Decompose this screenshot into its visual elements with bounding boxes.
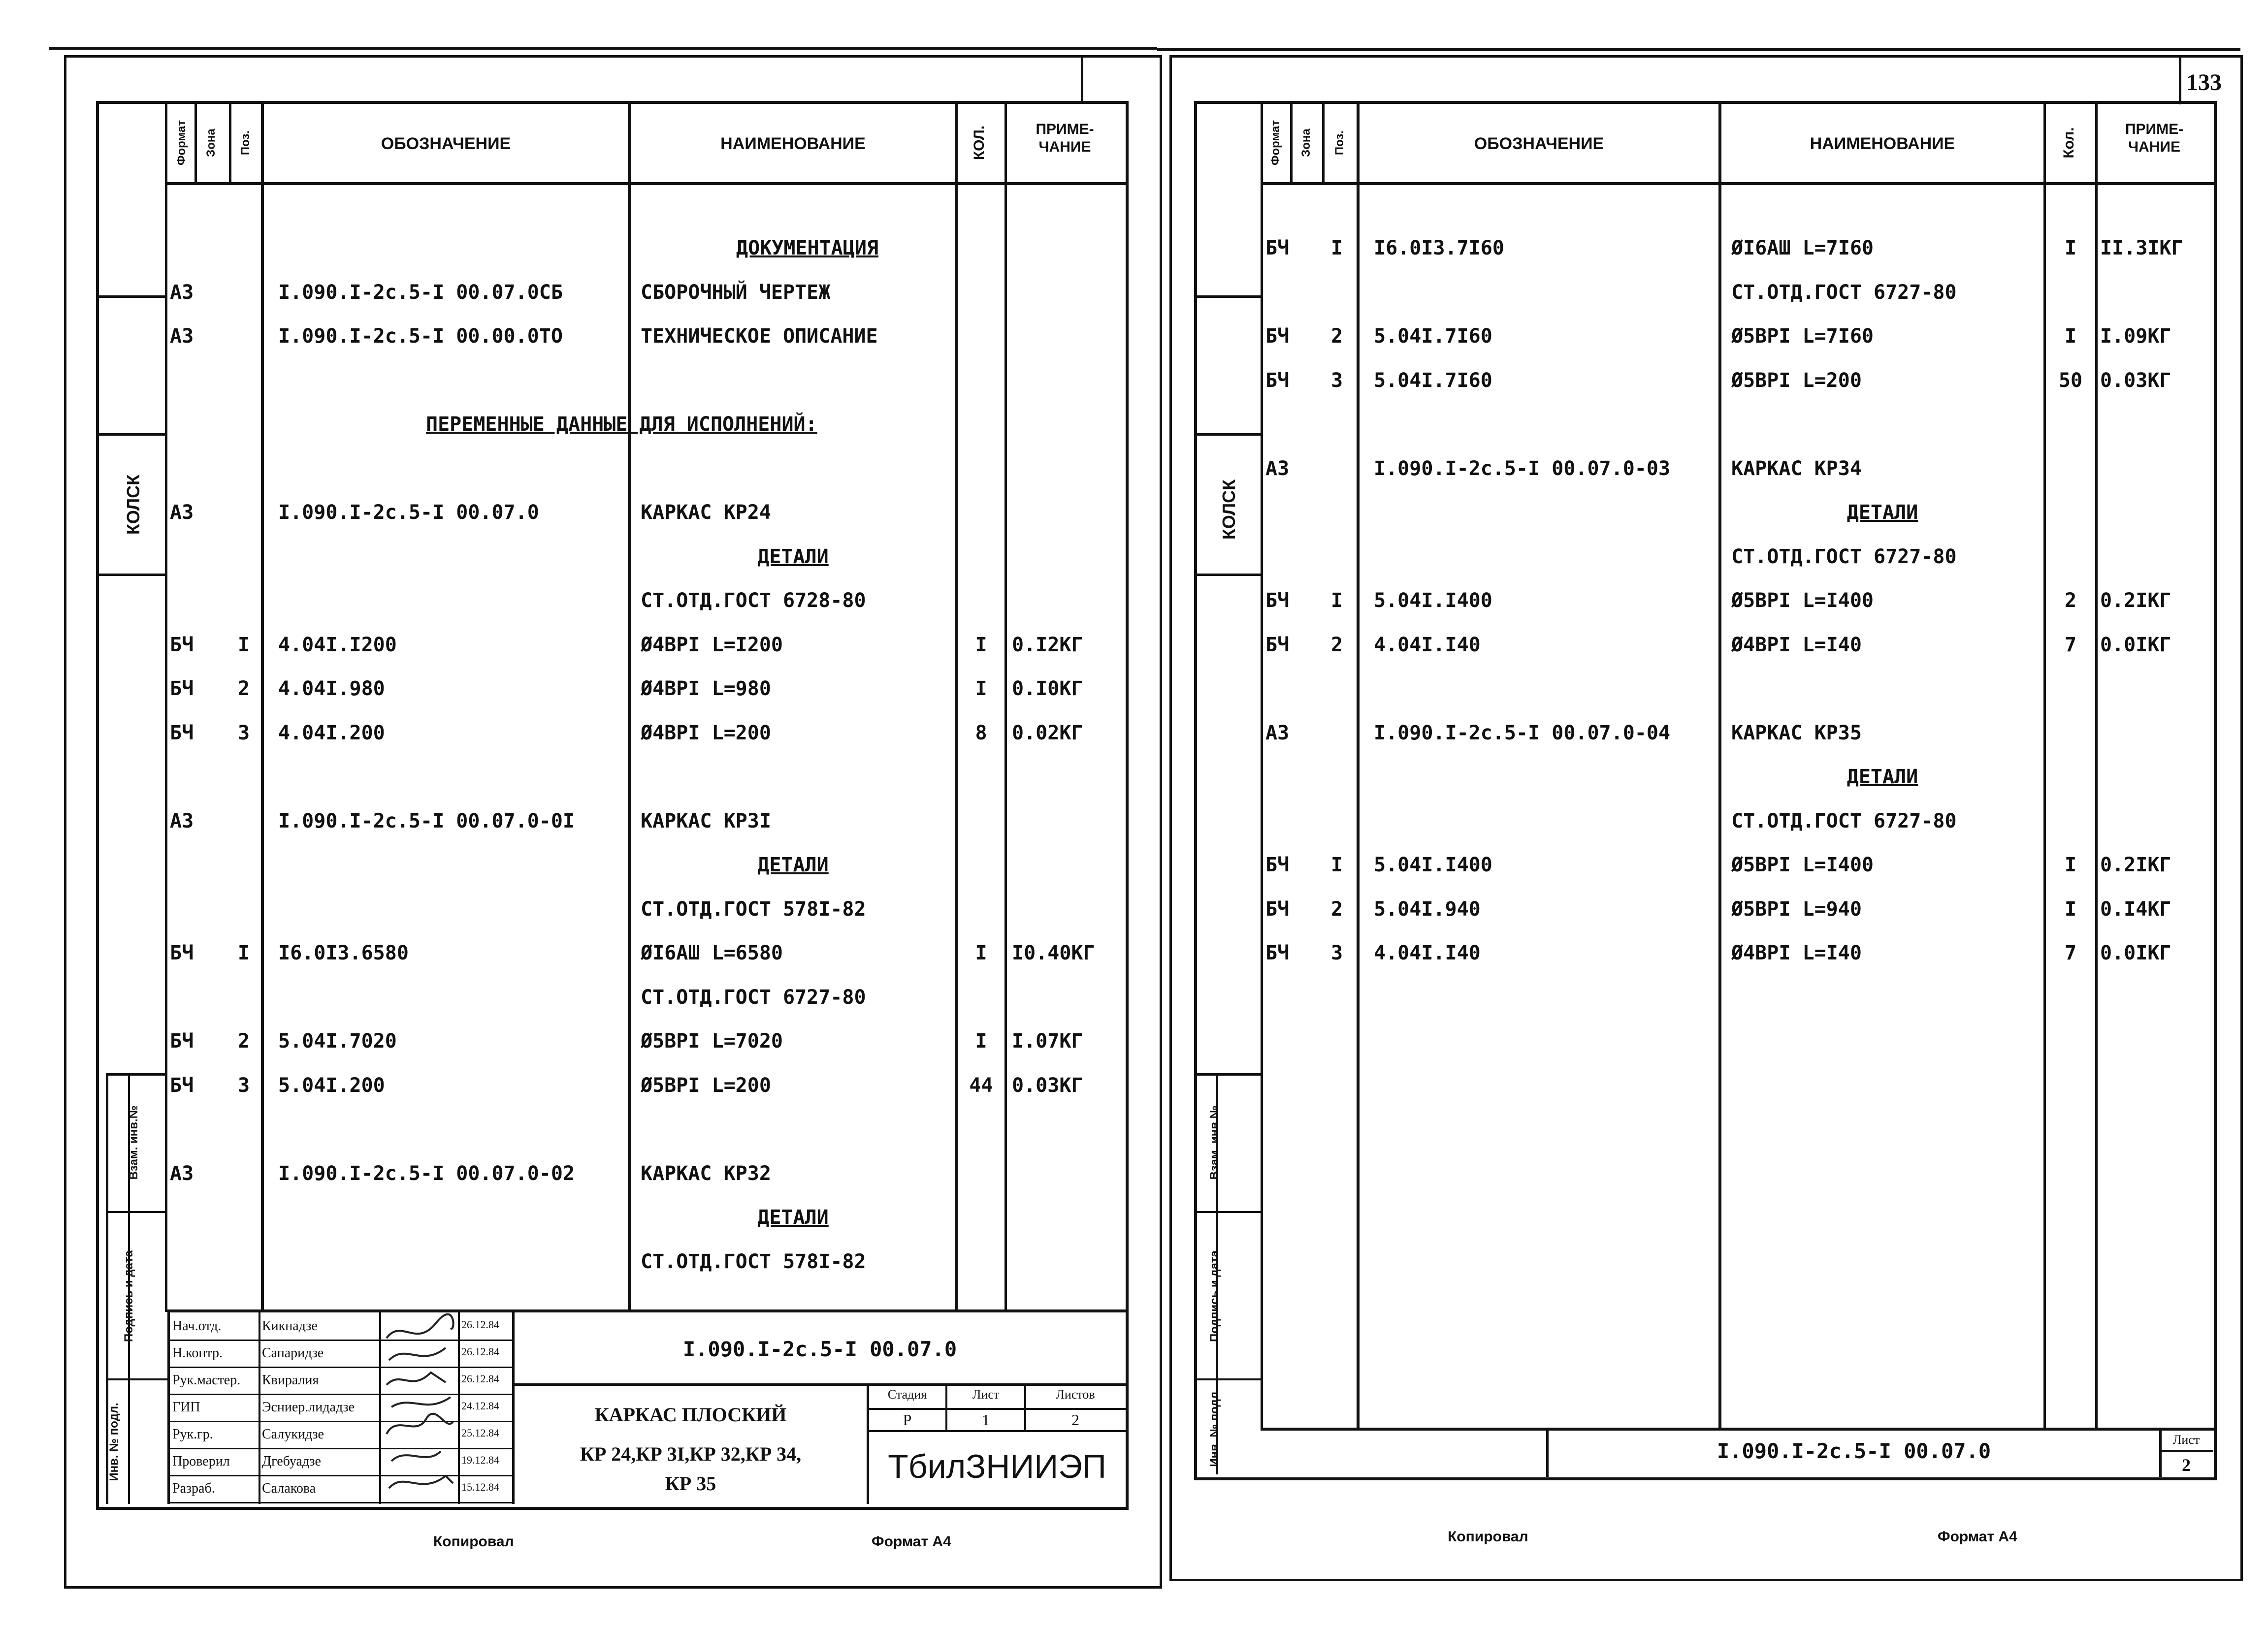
left-stamp-role: Рук.гр. xyxy=(172,1427,213,1442)
right-vlabel-3: Инв. № подл. xyxy=(1208,1388,1221,1467)
right-row-qty: 50 xyxy=(2058,369,2083,392)
right-row-name: Ø5ВРI L=200 xyxy=(1731,369,1862,392)
right-header-qty: Кол. xyxy=(2061,127,2077,159)
right-row-note: 0.I4КГ xyxy=(2100,897,2171,921)
left-header-note: ПРИМЕ- ЧАНИЕ xyxy=(1036,121,1094,155)
right-row-pos: 2 xyxy=(1330,325,1343,348)
right-row-des: I6.0I3.7I60 xyxy=(1374,237,1504,259)
left-stamp-name: Эсниер.лидадзе xyxy=(262,1400,355,1415)
right-row-note: 0.2IКГ xyxy=(2100,589,2171,612)
right-footer-copied: Копировал xyxy=(1448,1529,1528,1545)
right-stamp-code: I.090.I-2с.5-I 00.07.0 xyxy=(1717,1439,1991,1463)
right-row-fmt: БЧ xyxy=(1265,897,1290,921)
left-row-name: ДЕТАЛИ xyxy=(757,545,829,568)
left-row-note: 0.I0КГ xyxy=(1012,677,1083,700)
right-row-qty: 2 xyxy=(2064,589,2077,612)
right-vlabel-1: Взам. инв.№ xyxy=(1208,1105,1221,1180)
right-row-des: 4.04I.I40 xyxy=(1374,633,1481,656)
right-row-name: СТ.ОТД.ГОСТ 6727-80 xyxy=(1731,281,1957,304)
right-row-note: 0.03КГ xyxy=(2100,369,2171,392)
left-row-name: КАРКАС КР24 xyxy=(641,501,771,524)
left-row-fmt: БЧ xyxy=(170,677,194,700)
right-row-pos: 2 xyxy=(1330,633,1343,656)
left-stamp-role: Разраб. xyxy=(172,1481,215,1496)
right-row-name: Ø5ВРI L=940 xyxy=(1731,897,1862,921)
left-row-name: Ø4ВРI L=200 xyxy=(641,721,771,744)
left-row-pos: 2 xyxy=(237,1030,250,1053)
right-row-qty: I xyxy=(2064,854,2077,876)
left-stamp-date: 26.12.84 xyxy=(461,1373,499,1385)
left-header-designation: ОБОЗНАЧЕНИЕ xyxy=(381,134,511,153)
right-header-designation: ОБОЗНАЧЕНИЕ xyxy=(1474,134,1604,153)
right-header-format: Формат xyxy=(1269,120,1282,166)
left-stamp-sheet-label: Лист xyxy=(972,1387,1000,1402)
left-vlabel-2: Подпись и дата xyxy=(122,1250,135,1342)
right-row-name: КАРКАС КР35 xyxy=(1731,721,1862,744)
left-row-pos: 3 xyxy=(237,1074,250,1097)
right-row-fmt: БЧ xyxy=(1265,942,1290,964)
right-row-fmt: БЧ xyxy=(1265,854,1290,876)
left-row-fmt: А3 xyxy=(170,1162,194,1185)
left-row-name: Ø4ВРI L=980 xyxy=(641,677,771,700)
left-row-fmt: БЧ xyxy=(170,942,194,964)
left-row-name: СТ.ОТД.ГОСТ 6728-80 xyxy=(641,589,866,612)
right-row-qty: I xyxy=(2064,237,2077,259)
right-row-name: Ø5ВРI L=I400 xyxy=(1731,854,1874,876)
left-row-qty: 44 xyxy=(969,1074,993,1097)
left-footer-copied: Копировал xyxy=(433,1533,514,1550)
left-row-fmt: А3 xyxy=(170,281,194,304)
left-sheet-top-edge xyxy=(49,47,1157,50)
right-row-fmt: БЧ xyxy=(1265,237,1290,259)
left-stamp-name: Дгебуадзе xyxy=(262,1454,321,1469)
left-row-des: I6.0I3.6580 xyxy=(278,942,409,964)
left-row-des: 4.04I.980 xyxy=(278,677,385,700)
left-row-des: 4.04I.200 xyxy=(278,721,385,744)
left-stamp-sheets-label: Листов xyxy=(1056,1387,1095,1402)
left-row-note: 0.02КГ xyxy=(1012,721,1083,744)
left-header-zone: Зона xyxy=(204,128,218,157)
right-header-pos: Поз. xyxy=(1333,130,1346,156)
right-row-fmt: БЧ xyxy=(1265,325,1290,348)
left-row-fmt: БЧ xyxy=(170,721,194,744)
right-row-fmt: БЧ xyxy=(1265,633,1290,656)
right-row-note: II.3IКГ xyxy=(2100,237,2183,259)
left-stamp-name: Сапаридзе xyxy=(262,1345,324,1361)
left-header-qty: КОЛ. xyxy=(971,125,987,160)
right-side-label: КОЛСК xyxy=(1219,479,1239,540)
left-row-fmt: БЧ xyxy=(170,1074,194,1097)
left-row-des: 4.04I.I200 xyxy=(278,633,397,656)
left-stamp-code: I.090.I-2с.5-I 00.07.0 xyxy=(682,1337,957,1361)
left-stamp-title-3: КР 35 xyxy=(665,1472,716,1495)
right-row-name: Ø5ВРI L=I400 xyxy=(1731,589,1874,612)
right-row-des: 5.04I.7I60 xyxy=(1374,325,1492,348)
right-stamp-sheet: 2 xyxy=(2182,1455,2191,1475)
right-row-des: 4.04I.I40 xyxy=(1374,942,1481,964)
right-row-note: 0.0IКГ xyxy=(2100,633,2171,656)
left-row-des: I.090.I-2с.5-I 00.07.0 xyxy=(278,501,539,524)
left-stamp-sheet: 1 xyxy=(982,1411,990,1429)
right-row-des: 5.04I.I400 xyxy=(1374,589,1492,612)
right-row-pos: 3 xyxy=(1330,369,1343,392)
left-row-fmt: А3 xyxy=(170,325,194,348)
left-stamp-date: 26.12.84 xyxy=(461,1345,499,1358)
left-variable-data-heading: ПЕРЕМЕННЫЕ ДАННЫЕ ДЛЯ ИСПОЛНЕНИЙ: xyxy=(426,413,817,436)
left-row-qty: I xyxy=(975,1030,987,1053)
left-row-fmt: БЧ xyxy=(170,633,194,656)
right-row-qty: I xyxy=(2064,325,2077,348)
left-table-frame xyxy=(96,101,1129,1510)
left-stamp-name: Салукидзе xyxy=(262,1427,324,1442)
left-row-pos: 2 xyxy=(237,677,250,700)
left-row-qty: I xyxy=(975,633,987,656)
right-row-des: I.090.I-2с.5-I 00.07.0-04 xyxy=(1374,721,1671,744)
left-stamp-title-1: КАРКАС ПЛОСКИЙ xyxy=(594,1404,787,1426)
left-stamp-date: 25.12.84 xyxy=(461,1427,499,1439)
right-row-qty: 7 xyxy=(2064,942,2077,964)
right-row-pos: I xyxy=(1330,589,1343,612)
left-row-name: КАРКАС КР3I xyxy=(641,809,771,832)
left-row-note: 0.03КГ xyxy=(1012,1074,1083,1097)
right-row-name: Ø4ВРI L=I40 xyxy=(1731,633,1862,656)
left-stamp-signatures xyxy=(382,1313,458,1503)
left-stamp-sheets: 2 xyxy=(1071,1411,1079,1429)
left-side-label: КОЛСК xyxy=(123,474,143,535)
left-row-name: СТ.ОТД.ГОСТ 578I-82 xyxy=(641,897,866,921)
right-row-pos: 2 xyxy=(1330,897,1343,921)
right-row-des: I.090.I-2с.5-I 00.07.0-03 xyxy=(1374,457,1671,480)
left-row-name: ТЕХНИЧЕСКОЕ ОПИСАНИЕ xyxy=(641,325,878,348)
left-row-note: I.07КГ xyxy=(1012,1030,1083,1053)
right-row-note: I.09КГ xyxy=(2100,325,2171,348)
left-stamp-org: ТбилЗНИИЭП xyxy=(888,1448,1106,1485)
left-stamp-date: 15.12.84 xyxy=(461,1481,499,1493)
left-row-des: 5.04I.7020 xyxy=(278,1030,397,1053)
left-row-fmt: А3 xyxy=(170,809,194,832)
left-row-name: ДОКУМЕНТАЦИЯ xyxy=(736,237,878,259)
left-vlabel-3: Инв. № подл. xyxy=(107,1403,121,1481)
right-row-name: ØI6АШ L=7I60 xyxy=(1731,237,1874,259)
left-row-name: ДЕТАЛИ xyxy=(757,854,829,876)
right-row-fmt: БЧ xyxy=(1265,589,1290,612)
right-row-pos: I xyxy=(1330,237,1343,259)
left-row-pos: 3 xyxy=(237,721,250,744)
left-stamp-stage: Р xyxy=(903,1411,912,1429)
left-row-name: ØI6АШ L=6580 xyxy=(641,942,783,964)
left-row-des: I.090.I-2с.5-I 00.07.0-02 xyxy=(278,1162,575,1185)
left-row-name: СТ.ОТД.ГОСТ 6727-80 xyxy=(641,986,866,1009)
left-row-fmt: БЧ xyxy=(170,1030,194,1053)
right-row-name: СТ.ОТД.ГОСТ 6727-80 xyxy=(1731,809,1957,832)
left-stamp-name: Салакова xyxy=(262,1481,316,1496)
right-header-note: ПРИМЕ- ЧАНИЕ xyxy=(2125,121,2184,155)
left-row-des: I.090.I-2с.5-I 00.00.0ТО xyxy=(278,325,563,348)
left-stamp-date: 24.12.84 xyxy=(461,1400,499,1412)
left-header-pos: Поз. xyxy=(239,130,252,156)
left-stamp-title-2: КР 24,КР 3I,КР 32,КР 34, xyxy=(580,1443,802,1465)
left-row-name: Ø5ВРI L=200 xyxy=(641,1074,771,1097)
right-row-pos: 3 xyxy=(1330,942,1343,964)
left-stamp-role: ГИП xyxy=(172,1400,200,1415)
left-row-name: Ø4ВРI L=I200 xyxy=(641,633,783,656)
left-row-pos: I xyxy=(237,942,250,964)
left-row-pos: I xyxy=(237,633,250,656)
left-stamp-name: Квиралия xyxy=(262,1373,319,1388)
right-row-fmt: А3 xyxy=(1265,457,1290,480)
right-row-des: 5.04I.7I60 xyxy=(1374,369,1492,392)
left-row-fmt: А3 xyxy=(170,501,194,524)
right-header-name: НАИМЕНОВАНИЕ xyxy=(1810,134,1955,153)
left-row-note: I0.40КГ xyxy=(1012,942,1095,964)
right-vlabel-2: Подпись и дата xyxy=(1208,1250,1221,1342)
right-row-name: Ø5ВРI L=7I60 xyxy=(1731,325,1874,348)
left-row-des: I.090.I-2с.5-I 00.07.0-0I xyxy=(278,809,575,832)
right-header-zone: Зона xyxy=(1299,128,1313,157)
left-stamp-role: Проверил xyxy=(172,1454,230,1469)
right-row-fmt: А3 xyxy=(1265,721,1290,744)
right-row-name: КАРКАС КР34 xyxy=(1731,457,1862,480)
page-number: 133 xyxy=(2186,69,2222,96)
left-stamp-date: 26.12.84 xyxy=(461,1318,499,1331)
right-row-fmt: БЧ xyxy=(1265,369,1290,392)
left-row-qty: I xyxy=(975,677,987,700)
right-stamp-sheet-label: Лист xyxy=(2172,1433,2200,1447)
left-row-name: КАРКАС КР32 xyxy=(641,1162,771,1185)
left-row-name: Ø5ВРI L=7020 xyxy=(641,1030,783,1053)
right-row-qty: I xyxy=(2064,897,2077,921)
left-row-des: I.090.I-2с.5-I 00.07.0СБ xyxy=(278,281,563,304)
left-stamp-name: Кикнадзе xyxy=(262,1318,318,1334)
left-row-name: ДЕТАЛИ xyxy=(757,1206,829,1229)
right-row-des: 5.04I.I400 xyxy=(1374,854,1492,876)
right-footer-format: Формат А4 xyxy=(1938,1529,2017,1545)
left-row-qty: I xyxy=(975,942,987,964)
left-row-name: СТ.ОТД.ГОСТ 578I-82 xyxy=(641,1250,866,1273)
left-row-name: СБОРОЧНЫЙ ЧЕРТЕЖ xyxy=(641,281,831,304)
left-header-format: Формат xyxy=(175,120,188,166)
right-row-note: 0.2IКГ xyxy=(2100,854,2171,876)
right-table-frame xyxy=(1194,101,2217,1480)
right-row-note: 0.0IКГ xyxy=(2100,942,2171,964)
left-stamp-date: 19.12.84 xyxy=(461,1454,499,1466)
left-header-name: НАИМЕНОВАНИЕ xyxy=(720,134,866,153)
right-row-name: Ø4ВРI L=I40 xyxy=(1731,942,1862,964)
left-stamp-role: Рук.мастер. xyxy=(172,1373,241,1388)
right-row-name: ДЕТАЛИ xyxy=(1847,766,1918,788)
right-row-qty: 7 xyxy=(2064,633,2077,656)
left-stamp-stage-label: Стадия xyxy=(887,1387,927,1402)
left-stamp-role: Н.контр. xyxy=(172,1345,223,1361)
left-vlabel-1: Взам. инв.№ xyxy=(127,1105,140,1180)
left-row-des: 5.04I.200 xyxy=(278,1074,385,1097)
left-row-qty: 8 xyxy=(975,721,987,744)
right-row-pos: I xyxy=(1330,854,1343,876)
right-row-name: СТ.ОТД.ГОСТ 6727-80 xyxy=(1731,545,1957,568)
left-footer-format: Формат А4 xyxy=(872,1533,951,1550)
left-stamp-role: Нач.отд. xyxy=(172,1318,222,1334)
right-row-name: ДЕТАЛИ xyxy=(1847,501,1918,524)
right-row-des: 5.04I.940 xyxy=(1374,897,1481,921)
left-row-note: 0.I2КГ xyxy=(1012,633,1083,656)
